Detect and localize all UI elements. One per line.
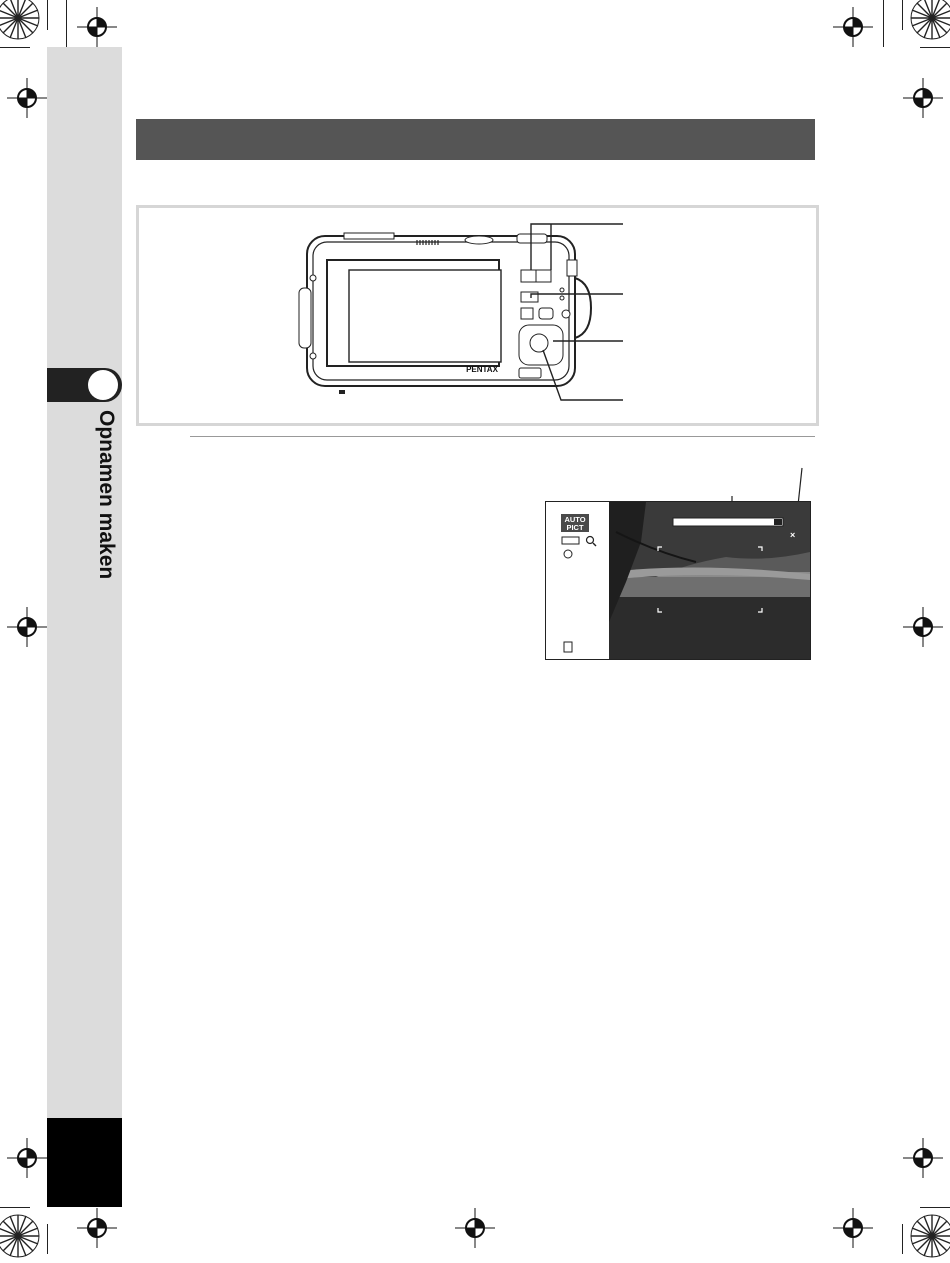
page-corner-block	[47, 1118, 122, 1207]
registration-mark-icon	[903, 1138, 943, 1178]
registration-mark-icon	[903, 607, 943, 647]
chapter-number-circle	[88, 370, 118, 400]
crop-line	[902, 0, 903, 30]
crop-line	[883, 0, 884, 47]
registration-mark-icon	[77, 7, 117, 47]
camera-figure	[136, 205, 819, 426]
registration-mark-icon	[903, 78, 943, 118]
camera-brand-label: PENTAX	[466, 365, 498, 374]
chapter-title: Opnamen maken	[95, 410, 118, 580]
starburst-mark-icon	[910, 1214, 950, 1258]
lcd-mode-label-line1: AUTO	[564, 515, 586, 524]
crop-line	[920, 47, 950, 48]
lcd-scene	[546, 502, 810, 659]
registration-mark-icon	[7, 78, 47, 118]
section-divider	[190, 436, 815, 437]
lcd-zoom-marker: ×	[790, 530, 796, 540]
registration-mark-icon	[833, 1208, 873, 1248]
crop-line	[920, 1207, 950, 1208]
registration-mark-icon	[7, 607, 47, 647]
starburst-mark-icon	[0, 0, 40, 40]
registration-mark-icon	[7, 1138, 47, 1178]
crop-line	[0, 1207, 30, 1208]
crop-line	[47, 0, 48, 30]
registration-mark-icon	[77, 1208, 117, 1248]
registration-mark-icon	[833, 7, 873, 47]
registration-mark-icon	[455, 1208, 495, 1248]
starburst-mark-icon	[910, 0, 950, 40]
crop-line	[902, 1224, 903, 1254]
crop-line	[47, 1224, 48, 1254]
crop-line	[66, 0, 67, 47]
camera-back-illustration	[139, 208, 816, 423]
crop-line	[0, 47, 30, 48]
lcd-preview	[545, 501, 811, 660]
section-header-bar	[136, 119, 815, 160]
side-tab	[47, 47, 122, 1207]
starburst-mark-icon	[0, 1214, 40, 1258]
lcd-mode-label-line2: PICT	[566, 523, 584, 532]
